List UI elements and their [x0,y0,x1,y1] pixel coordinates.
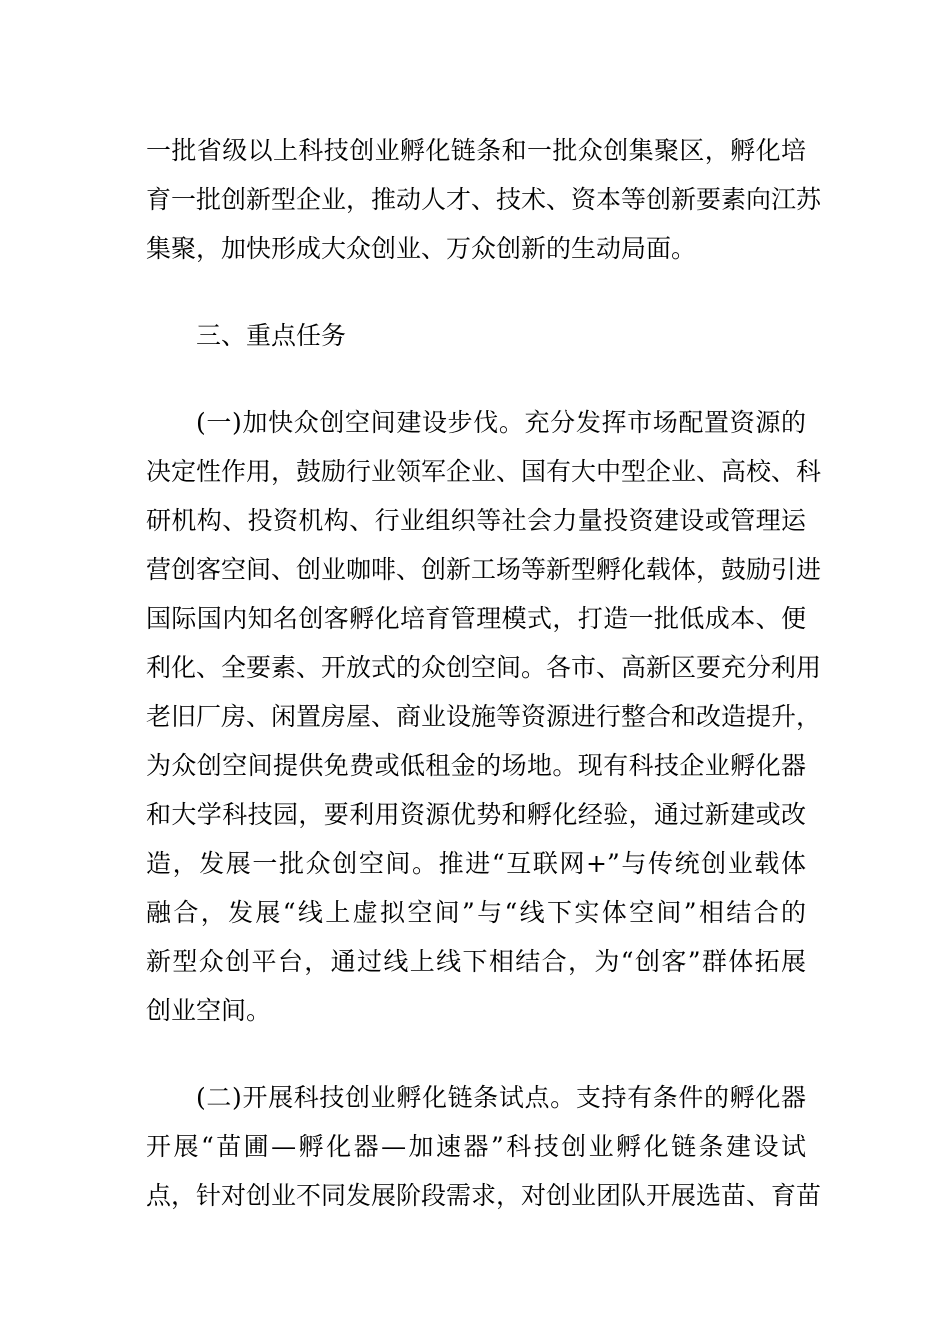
paragraph-continuation [146,126,822,273]
section-heading-text: 三、重点任务 [196,321,347,350]
text-line: 研机构、投资机构、行业组织等社会力量投资建设或管理运 [146,506,806,535]
paragraph-gap [146,360,806,398]
paragraph-task-1 [146,398,822,1035]
text-line: 新型众创平台，通过线上线下相结合，为“创客”群体拓展 [146,947,806,976]
text-line: 老旧厂房、闲置房屋、商业设施等资源进行整合和改造提升， [146,702,822,731]
text-line: (一)加快众创空间建设步伐。充分发挥市场配置资源的 [196,408,806,437]
text-line: 创业空间。 [146,996,272,1025]
section-heading [146,311,806,360]
text-line: 营创客空间、创业咖啡、创新工场等新型孵化载体，鼓励引进 [146,555,822,584]
text-line: 一批省级以上科技创业孵化链条和一批众创集聚区，孵化培 [146,136,806,165]
text-line: 和大学科技园，要利用资源优势和孵化经验，通过新建或改 [146,800,806,829]
paragraph-task-2 [146,1073,822,1220]
text-line: 育一批创新型企业，推动人才、技术、资本等创新要素向江苏 [146,185,822,214]
paragraph-gap [146,273,806,311]
text-line: 为众创空间提供免费或低租金的场地。现有科技企业孵化器 [146,751,806,780]
text-line: 决定性作用，鼓励行业领军企业、国有大中型企业、高校、科 [146,457,822,486]
text-line: 点，针对创业不同发展阶段需求，对创业团队开展选苗、育苗 [146,1181,822,1210]
text-line: 开展“苗圃—孵化器—加速器”科技创业孵化链条建设试 [146,1132,806,1161]
text-line: 造，发展一批众创空间。推进“互联网+”与传统创业载体 [146,849,806,878]
text-line: (二)开展科技创业孵化链条试点。支持有条件的孵化器 [196,1083,806,1112]
paragraph-gap [146,1035,806,1073]
text-line: 集聚，加快形成大众创业、万众创新的生动局面。 [146,234,697,263]
text-line: 利化、全要素、开放式的众创空间。各市、高新区要充分利用 [146,653,822,682]
text-line: 融合，发展“线上虚拟空间”与“线下实体空间”相结合的 [146,898,806,927]
document-body [146,126,822,1220]
text-line: 国际国内知名创客孵化培育管理模式，打造一批低成本、便 [146,604,806,633]
